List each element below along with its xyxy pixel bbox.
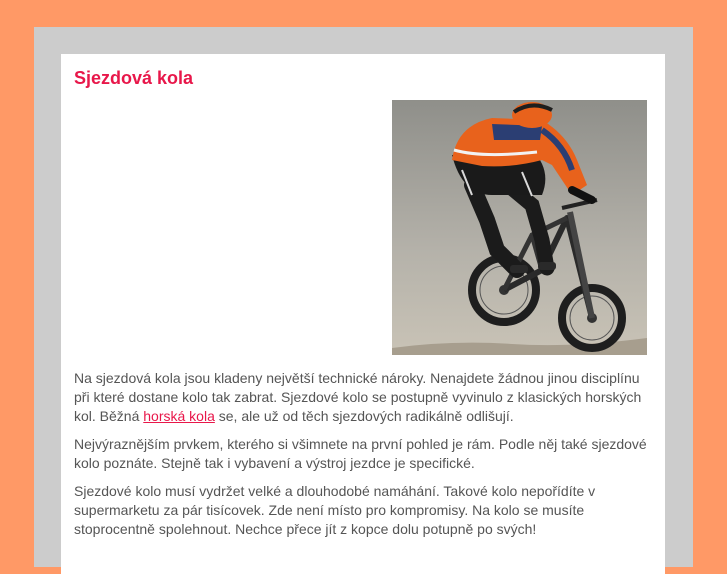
paragraph-1-text-after: se, ale už od těch sjezdových radikálně odlišují. — [214, 408, 514, 424]
rider-photo — [392, 100, 647, 355]
horska-kola-link[interactable]: horská kola — [143, 408, 215, 424]
paragraph-2: Nejvýraznějším prvkem, kterého si všimnete na první pohled je rám. Podle něj také sjezdové kolo poznáte. Stejně tak i vybavení a výstroj jezdce je specifické. — [74, 436, 647, 471]
paragraph-3: Sjezdové kolo musí vydržet velké a dlouhodobé namáhání. Takové kolo nepořídíte v supermarketu za pár tisícovek. Zde není místo pro kompromisy. Na kolo se musíte stoprocentně spolehnout. Nechce přece jít z kopce dolu potupně po svých! — [74, 483, 596, 537]
paragraph-1-text-before: Na sjezdová kola jsou kladeny největší technické nároky. Nenajdete žádnou jinou disciplínu při které dostane kolo tak zabrat. Sjezdové kolo se postupně vyvinulo z klasických horských kol. Běžná — [74, 370, 642, 424]
paragraph-1 — [74, 369, 654, 426]
page-frame — [34, 27, 693, 567]
article-body — [74, 369, 654, 548]
content-panel — [61, 54, 665, 574]
page-title: Sjezdová kola — [74, 68, 194, 88]
